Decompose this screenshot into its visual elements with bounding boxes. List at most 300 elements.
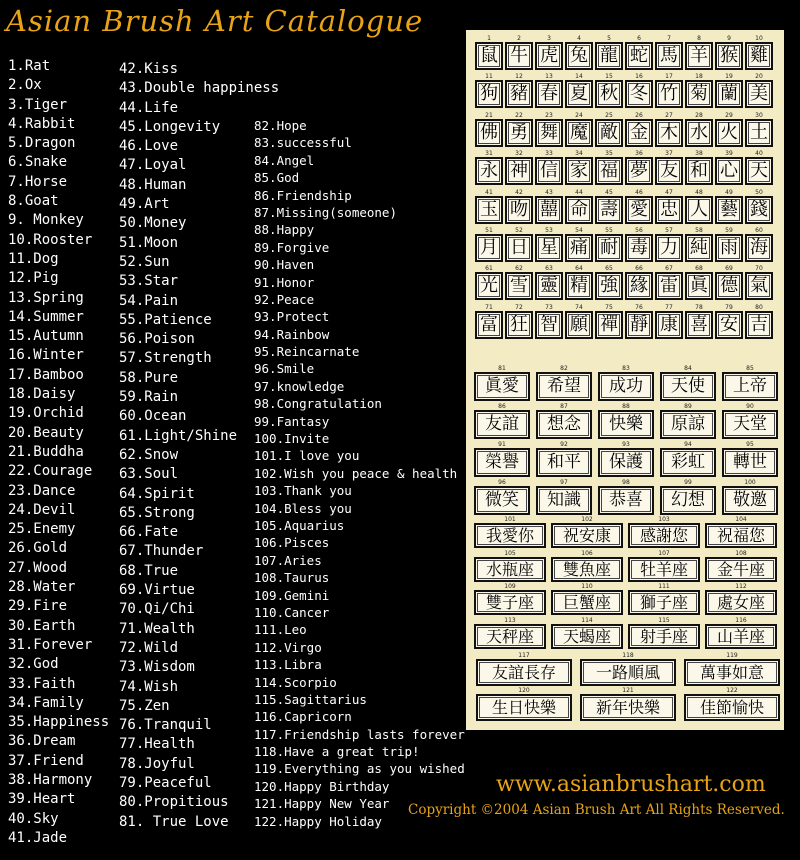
catalog-list-item: 69.Virtue — [119, 582, 195, 599]
tile-number: 38 — [695, 150, 703, 158]
catalog-list-item: 70.Qi/Chi — [119, 601, 195, 618]
catalog-list-item: 94.Rainbow — [254, 326, 330, 342]
catalog-list-item: 73.Wisdom — [119, 659, 195, 676]
character-tile: 福 — [595, 157, 623, 185]
character-tile: 和平 — [536, 448, 592, 477]
tile-number: 68 — [695, 265, 703, 273]
character-tile: 轉世 — [722, 448, 778, 477]
character-tile: 心 — [715, 157, 743, 185]
character-tile: 巨蟹座 — [551, 590, 623, 615]
character-tile: 敬邀 — [722, 486, 778, 515]
catalog-list-item: 6.Snake — [8, 154, 68, 171]
catalog-list-item: 96.Smile — [254, 361, 315, 377]
character-tile: 獅子座 — [628, 590, 700, 615]
catalog-list-item: 102.Wish you peace & health — [254, 465, 458, 481]
character-tile: 天蝎座 — [551, 624, 623, 649]
catalog-list-item: 110.Cancer — [254, 604, 330, 620]
character-tile: 毒 — [625, 234, 653, 262]
tile-number: 39 — [725, 150, 733, 158]
catalog-list-item: 30.Earth — [8, 617, 76, 634]
character-tile: 水 — [685, 119, 713, 147]
tile-number: 75 — [605, 303, 613, 311]
tile-number: 51 — [485, 227, 493, 234]
character-tile: 成功 — [598, 372, 654, 401]
catalog-list-item: 90.Haven — [254, 257, 315, 273]
character-tile: 水瓶座 — [474, 557, 546, 582]
character-tile: 緣 — [625, 272, 653, 300]
tile-number: 81 — [498, 365, 506, 372]
catalog-list-item: 82.Hope — [254, 118, 307, 133]
character-tile: 雙子座 — [474, 590, 546, 615]
catalog-list-item: 86.Friendship — [254, 187, 352, 203]
character-tile: 佳節愉快 — [684, 694, 780, 721]
tile-number: 85 — [746, 365, 754, 372]
character-tile: 勇 — [505, 119, 533, 147]
tile-number: 89 — [684, 403, 692, 410]
catalog-list-item: 3.Tiger — [8, 96, 68, 113]
tile-number: 9 — [727, 35, 731, 42]
character-tile: 馬 — [655, 42, 683, 70]
tile-number: 113 — [504, 616, 516, 624]
character-tile: 海 — [745, 234, 773, 262]
tile-number: 117 — [518, 652, 530, 659]
tile-number: 1 — [487, 35, 491, 42]
catalog-list-item: 92.Peace — [254, 291, 315, 307]
tile-number: 41 — [485, 188, 493, 196]
tile-number: 95 — [746, 441, 754, 448]
character-tile: 豬 — [505, 80, 533, 108]
catalog-list-item: 27.Wood — [8, 559, 68, 576]
character-tile: 智 — [535, 311, 563, 339]
tile-number: 23 — [545, 111, 553, 119]
catalog-list-item: 99.Fantasy — [254, 413, 330, 429]
tile-number: 67 — [665, 265, 673, 273]
catalog-list-item: 61.Light/Shine — [119, 427, 238, 444]
character-tile: 家 — [565, 157, 593, 185]
character-tile: 力 — [655, 234, 683, 262]
character-tile: 星 — [535, 234, 563, 262]
character-tile: 康 — [655, 311, 683, 339]
character-tile: 知識 — [536, 486, 592, 515]
tile-number: 88 — [622, 403, 630, 410]
tile-number: 13 — [545, 73, 553, 81]
tile-number: 11 — [485, 73, 493, 81]
catalog-list-item: 66.Fate — [119, 524, 179, 541]
character-tile: 火 — [715, 119, 743, 147]
tile-number: 14 — [575, 73, 583, 81]
character-tile: 木 — [655, 119, 683, 147]
character-tile: 射手座 — [628, 624, 700, 649]
tile-number: 118 — [622, 652, 634, 659]
catalog-list-item: 41.Jade — [8, 829, 68, 846]
character-tile: 月 — [475, 234, 503, 262]
tile-number: 64 — [575, 265, 583, 273]
catalog-list-item: 5.Dragon — [8, 135, 76, 152]
catalog-list-item: 112.Virgo — [254, 639, 322, 655]
tile-number: 30 — [755, 111, 763, 119]
catalog-list-item: 23.Dance — [8, 482, 76, 499]
tile-number: 35 — [605, 150, 613, 158]
catalog-list-item: 4.Rabbit — [8, 115, 76, 132]
catalog-list-item: 26.Gold — [8, 540, 68, 557]
catalog-list-item: 37.Friend — [8, 752, 84, 769]
tile-number: 42 — [515, 188, 523, 196]
tile-number: 5 — [607, 35, 611, 42]
catalog-list-item: 34.Family — [8, 694, 84, 711]
catalog-list-item: 49.Art — [119, 196, 170, 213]
tile-number: 28 — [695, 111, 703, 119]
catalog-list-item: 120.Happy Birthday — [254, 778, 390, 794]
catalog-list-item: 68.True — [119, 562, 179, 579]
catalog-list-item: 42.Kiss — [119, 61, 179, 77]
catalog-list-item: 75.Zen — [119, 697, 170, 714]
catalog-list-item: 45.Longevity — [119, 118, 221, 135]
character-tile: 鼠 — [475, 42, 503, 70]
character-tile: 金 — [625, 119, 653, 147]
character-tile: 龍 — [595, 42, 623, 70]
character-tile: 夢 — [625, 157, 653, 185]
character-tile: 天秤座 — [474, 624, 546, 649]
catalog-list-item: 118.Have a great trip! — [254, 744, 420, 760]
character-tile: 吻 — [505, 196, 533, 224]
tile-number: 24 — [575, 111, 583, 119]
tile-number: 56 — [635, 227, 643, 234]
tile-number: 86 — [498, 403, 506, 410]
tile-number: 90 — [746, 403, 754, 410]
character-tile: 天堂 — [722, 410, 778, 439]
character-tile: 神 — [505, 157, 533, 185]
catalog-list-item: 43.Double happiness — [119, 80, 280, 97]
catalog-list-item: 91.Honor — [254, 274, 315, 290]
tile-number: 4 — [577, 35, 581, 42]
catalog-list-item: 2.Ox — [8, 77, 42, 94]
character-tile: 友 — [655, 157, 683, 185]
catalog-list-item: 50.Money — [119, 215, 187, 232]
catalog-list-item: 57.Strength — [119, 350, 212, 367]
character-tile: 光 — [475, 272, 503, 300]
character-tile: 願 — [565, 311, 593, 339]
catalog-list-item: 10.Rooster — [8, 231, 93, 248]
tile-number: 52 — [515, 227, 523, 234]
tile-number: 59 — [725, 227, 733, 234]
catalog-list-item: 109.Gemini — [254, 587, 330, 603]
character-tile: 兔 — [565, 42, 593, 70]
character-tile: 微笑 — [474, 486, 530, 515]
catalog-list-item: 100.Invite — [254, 431, 330, 447]
character-tile: 美 — [745, 80, 773, 108]
catalog-list-item: 113.Libra — [254, 657, 322, 673]
character-tile: 快樂 — [598, 410, 654, 439]
tile-number: 2 — [517, 35, 521, 42]
character-tile: 處女座 — [705, 590, 777, 615]
catalog-list-item: 83.successful — [254, 135, 352, 151]
catalog-list-item: 55.Patience — [119, 311, 212, 328]
tile-number: 26 — [635, 111, 643, 119]
catalog-list-item: 36.Dream — [8, 733, 76, 750]
catalog-list-column-1 — [8, 57, 109, 848]
character-tile: 榮譽 — [474, 448, 530, 477]
character-tile: 精 — [565, 272, 593, 300]
character-tile: 雪 — [505, 272, 533, 300]
character-tile: 想念 — [536, 410, 592, 439]
tile-number: 94 — [684, 441, 692, 448]
catalog-list-item: 38.Harmony — [8, 771, 93, 788]
tile-number: 102 — [581, 516, 593, 523]
tile-number: 29 — [725, 111, 733, 119]
character-tile: 吉 — [745, 311, 773, 339]
character-tile: 人 — [685, 196, 713, 224]
tile-number: 80 — [755, 303, 763, 311]
catalog-list-item: 18.Daisy — [8, 386, 76, 403]
character-tile: 雷 — [655, 272, 683, 300]
character-tile: 感謝您 — [628, 523, 700, 548]
catalog-list-item: 19.Orchid — [8, 405, 84, 422]
catalog-list-item: 65.Strong — [119, 504, 195, 521]
tile-number: 53 — [545, 227, 553, 234]
character-tile: 狗 — [475, 80, 503, 108]
tile-number: 99 — [684, 479, 692, 486]
character-tile: 狂 — [505, 311, 533, 339]
tile-number: 100 — [744, 479, 756, 486]
tile-number: 77 — [665, 303, 673, 311]
character-tile: 祝福您 — [705, 523, 777, 548]
tile-number: 120 — [518, 687, 530, 694]
catalog-list-item: 97.knowledge — [254, 378, 345, 394]
tile-number: 54 — [575, 227, 583, 234]
character-tile: 玉 — [475, 196, 503, 224]
catalog-list-item: 33.Faith — [8, 675, 76, 692]
catalog-list-item: 48.Human — [119, 176, 187, 193]
catalog-title: Asian Brush Art Catalogue — [6, 4, 424, 38]
tile-number: 114 — [581, 616, 593, 624]
character-tile: 冬 — [625, 80, 653, 108]
catalog-list-item: 93.Protect — [254, 309, 330, 325]
catalog-list-item: 80.Propitious — [119, 794, 229, 811]
tile-number: 111 — [658, 583, 670, 590]
catalog-list-item: 31.Forever — [8, 636, 93, 653]
catalog-list-item: 121.Happy New Year — [254, 796, 390, 812]
tile-number: 122 — [726, 687, 738, 694]
tile-number: 66 — [635, 265, 643, 273]
character-tile: 上帝 — [722, 372, 778, 401]
character-tile: 虎 — [535, 42, 563, 70]
tile-number: 82 — [560, 365, 568, 372]
catalog-list-item: 85.God — [254, 170, 300, 186]
tile-number: 31 — [485, 150, 493, 158]
character-tile: 菊 — [685, 80, 713, 108]
character-tile: 祝安康 — [551, 523, 623, 548]
catalog-list-item: 11.Dog — [8, 250, 59, 267]
character-tile: 牡羊座 — [628, 557, 700, 582]
tile-number: 37 — [665, 150, 673, 158]
catalog-list-item: 60.Ocean — [119, 408, 187, 425]
character-tile: 羊 — [685, 42, 713, 70]
tile-number: 60 — [755, 227, 763, 234]
tile-number: 121 — [622, 687, 634, 694]
tile-number: 109 — [504, 583, 516, 590]
tile-number: 10 — [755, 35, 763, 42]
catalog-list-item: 103.Thank you — [254, 483, 352, 499]
tile-number: 62 — [515, 265, 523, 273]
tile-number: 50 — [755, 188, 763, 196]
catalog-list-item: 101.I love you — [254, 448, 360, 464]
catalog-list-item: 16.Winter — [8, 347, 84, 364]
catalog-list-item: 28.Water — [8, 579, 76, 596]
catalog-list-item: 89.Forgive — [254, 239, 330, 255]
character-tile: 富 — [475, 311, 503, 339]
tile-number: 15 — [605, 73, 613, 81]
tile-number: 32 — [515, 150, 523, 158]
catalog-list-item: 52.Sun — [119, 253, 170, 270]
tile-number: 16 — [635, 73, 643, 81]
character-tile: 土 — [745, 119, 773, 147]
tile-number: 70 — [755, 265, 763, 273]
character-tile: 山羊座 — [705, 624, 777, 649]
tile-number: 107 — [658, 549, 670, 557]
tile-number: 115 — [658, 616, 670, 624]
tile-number: 92 — [560, 441, 568, 448]
catalog-list-item: 25.Enemy — [8, 521, 76, 538]
character-tile: 猴 — [715, 42, 743, 70]
character-tile: 雙魚座 — [551, 557, 623, 582]
character-tile: 囍 — [535, 196, 563, 224]
catalog-list-item: 62.Snow — [119, 446, 179, 463]
character-tile: 禪 — [595, 311, 623, 339]
tile-number: 8 — [697, 35, 701, 42]
catalog-list-item: 79.Peaceful — [119, 774, 212, 791]
tile-number: 73 — [545, 303, 553, 311]
tile-number: 45 — [605, 188, 613, 196]
website-url[interactable]: www.asianbrushart.com — [496, 772, 766, 797]
character-tile: 安 — [715, 311, 743, 339]
tile-number: 87 — [560, 403, 568, 410]
catalog-list-item: 8.Goat — [8, 193, 59, 210]
catalog-list-item: 71.Wealth — [119, 620, 195, 637]
catalog-list-item: 105.Aquarius — [254, 517, 345, 533]
catalog-list-item: 29.Fire — [8, 598, 68, 615]
tile-number: 96 — [498, 479, 506, 486]
tile-number: 3 — [547, 35, 551, 42]
character-tile: 靈 — [535, 272, 563, 300]
catalog-list-item: 13.Spring — [8, 289, 84, 306]
catalog-list-item: 22.Courage — [8, 463, 93, 480]
character-tile: 保護 — [598, 448, 654, 477]
tile-number: 34 — [575, 150, 583, 158]
character-tile: 愛 — [625, 196, 653, 224]
character-tile: 錢 — [745, 196, 773, 224]
tile-number: 27 — [665, 111, 673, 119]
tile-number: 21 — [485, 111, 493, 119]
tile-number: 84 — [684, 365, 692, 372]
character-tile: 新年快樂 — [580, 694, 676, 721]
tile-number: 7 — [667, 35, 671, 42]
character-tile: 夏 — [565, 80, 593, 108]
character-tile: 蘭 — [715, 80, 743, 108]
catalog-list-column-3 — [254, 117, 465, 830]
catalog-list-item: 117.Friendship lasts forever — [254, 726, 465, 742]
character-tile: 永 — [475, 157, 503, 185]
character-tile: 一路順風 — [580, 659, 676, 686]
tile-number: 98 — [622, 479, 630, 486]
character-tile: 日 — [505, 234, 533, 262]
character-tile: 壽 — [595, 196, 623, 224]
catalog-list-item: 53.Star — [119, 273, 179, 290]
catalog-list-item: 12.Pig — [8, 270, 59, 287]
tile-number: 101 — [504, 516, 516, 523]
catalog-list-item: 17.Bamboo — [8, 366, 84, 383]
tile-number: 69 — [725, 265, 733, 273]
character-tile: 天使 — [660, 372, 716, 401]
catalog-list-item: 56.Poison — [119, 331, 195, 348]
tile-number: 110 — [581, 583, 593, 590]
character-tile: 魔 — [565, 119, 593, 147]
tile-number: 74 — [575, 303, 583, 311]
character-tile: 雞 — [745, 42, 773, 70]
catalog-list-item: 111.Leo — [254, 622, 307, 638]
tile-number: 105 — [504, 549, 516, 557]
character-tile: 和 — [685, 157, 713, 185]
catalog-list-item: 87.Missing(someone) — [254, 204, 397, 220]
catalog-list-item: 40.Sky — [8, 810, 59, 827]
character-tile: 信 — [535, 157, 563, 185]
catalog-list-item: 115.Sagittarius — [254, 691, 367, 707]
tile-number: 36 — [635, 150, 643, 158]
tile-number: 78 — [695, 303, 703, 311]
catalog-list-item: 107.Aries — [254, 552, 322, 568]
character-tile: 蛇 — [625, 42, 653, 70]
tile-number: 22 — [515, 111, 523, 119]
character-tile: 命 — [565, 196, 593, 224]
tile-number: 49 — [725, 188, 733, 196]
character-tile: 彩虹 — [660, 448, 716, 477]
character-tile: 舞 — [535, 119, 563, 147]
catalog-list-item: 20.Beauty — [8, 424, 84, 441]
character-tile: 忠 — [655, 196, 683, 224]
character-tile: 希望 — [536, 372, 592, 401]
tile-number: 104 — [735, 516, 747, 523]
tile-number: 20 — [755, 73, 763, 81]
catalog-list-item: 47.Loyal — [119, 157, 187, 174]
tile-number: 76 — [635, 303, 643, 311]
tile-number: 119 — [726, 652, 738, 659]
catalog-list-item: 63.Soul — [119, 466, 179, 483]
tile-number: 97 — [560, 479, 568, 486]
tile-number: 61 — [485, 265, 493, 273]
catalog-list-item: 1.Rat — [8, 58, 51, 74]
character-tile: 竹 — [655, 80, 683, 108]
tile-number: 106 — [581, 549, 593, 557]
character-tile: 牛 — [505, 42, 533, 70]
tile-number: 19 — [725, 73, 733, 81]
character-tile: 生日快樂 — [476, 694, 572, 721]
character-tile: 我愛你 — [474, 523, 546, 548]
character-tile: 痛 — [565, 234, 593, 262]
character-tile: 天 — [745, 157, 773, 185]
character-tile: 原諒 — [660, 410, 716, 439]
character-tile: 幻想 — [660, 486, 716, 515]
catalog-list-item: 21.Buddha — [8, 443, 84, 460]
character-tile: 雨 — [715, 234, 743, 262]
character-tile: 強 — [595, 272, 623, 300]
catalog-list-item: 72.Wild — [119, 639, 179, 656]
tile-number: 72 — [515, 303, 523, 311]
catalog-list-item: 88.Happy — [254, 222, 315, 238]
catalog-list-item: 76.Tranquil — [119, 717, 212, 734]
copyright-notice: Copyright ©2004 Asian Brush Art All Rights Reserved. — [408, 802, 785, 818]
catalog-list-item: 7.Horse — [8, 173, 68, 190]
character-tile: 敵 — [595, 119, 623, 147]
catalog-list-item: 119.Everything as you wished — [254, 761, 465, 777]
